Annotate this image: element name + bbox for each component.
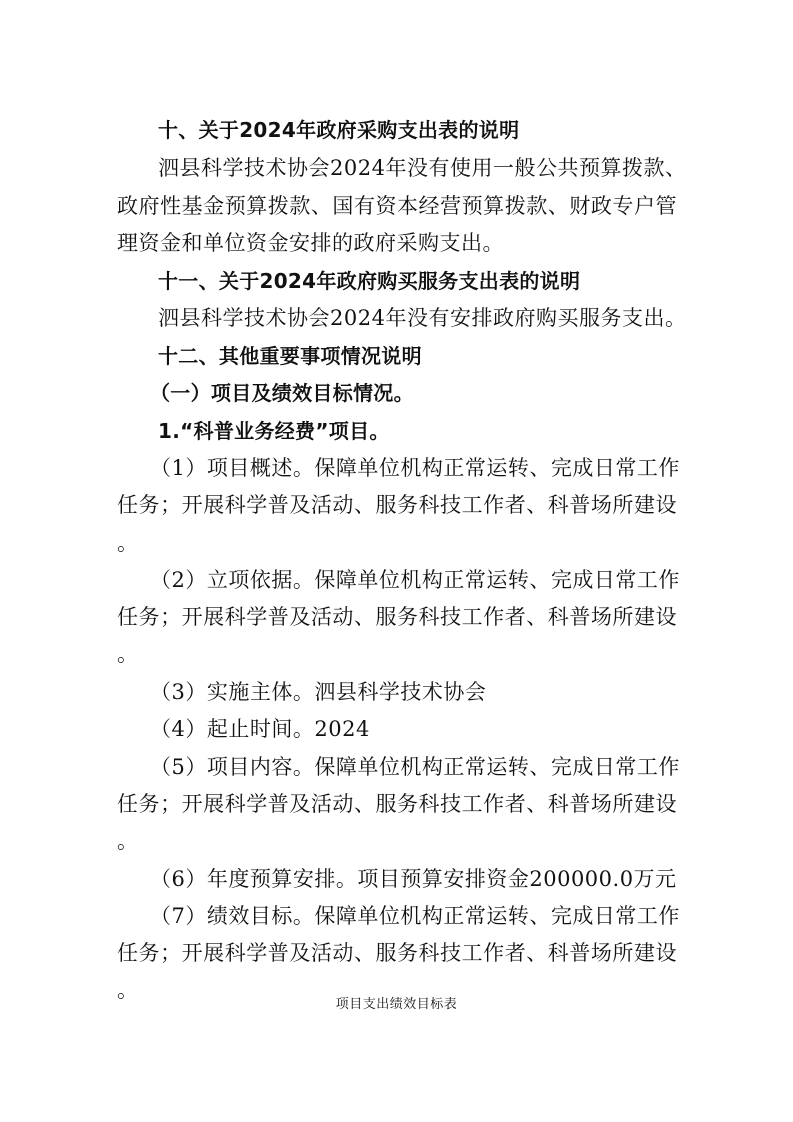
item-5-line-3: 。 (117, 829, 139, 853)
item-1-line-2: 任务；开展科学普及活动、服务科技工作者、科普场所建设 (117, 493, 677, 517)
section-11-paragraph: 泗县科学技术协会2024年没有安排政府购买服务支出。 (158, 306, 687, 330)
section-10-paragraph-line-3: 理资金和单位资金安排的政府采购支出。 (117, 231, 504, 255)
item-2-line-1: （2）立项依据。保障单位机构正常运转、完成日常工作 (150, 568, 680, 592)
item-2-line-3: 。 (117, 642, 139, 666)
section-10-paragraph-line-1: 泗县科学技术协会2024年没有使用一般公共预算拨款、 (158, 156, 687, 180)
project-1-heading: 1.“科普业务经费”项目。 (158, 419, 390, 443)
section-10-heading: 十、关于2024年政府采购支出表的说明 (158, 118, 520, 142)
item-1-line-1: （1）项目概述。保障单位机构正常运转、完成日常工作 (150, 456, 680, 480)
item-4-line: （4）起止时间。2024 (150, 717, 370, 741)
item-3-line: （3）实施主体。泗县科学技术协会 (150, 680, 487, 704)
item-1-line-3: 。 (117, 531, 139, 555)
item-7-line-2: 任务；开展科学普及活动、服务科技工作者、科普场所建设 (117, 941, 677, 965)
section-12-heading: 十二、其他重要事项情况说明 (158, 344, 422, 368)
item-5-line-1: （5）项目内容。保障单位机构正常运转、完成日常工作 (150, 755, 680, 779)
subsection-1-heading: （一）项目及绩效目标情况。 (150, 381, 414, 405)
item-5-line-2: 任务；开展科学普及活动、服务科技工作者、科普场所建设 (117, 792, 677, 816)
item-7-line-3: 。 (117, 978, 139, 1002)
table-caption: 项目支出绩效目标表 (335, 997, 458, 1012)
item-6-line: （6）年度预算安排。项目预算安排资金200000.0万元 (150, 867, 677, 891)
section-11-heading: 十一、关于2024年政府购买服务支出表的说明 (158, 269, 581, 293)
section-10-paragraph-line-2: 政府性基金预算拨款、国有资本经营预算拨款、财政专户管 (117, 194, 677, 218)
item-2-line-2: 任务；开展科学普及活动、服务科技工作者、科普场所建设 (117, 605, 677, 629)
item-7-line-1: （7）绩效目标。保障单位机构正常运转、完成日常工作 (150, 904, 680, 928)
